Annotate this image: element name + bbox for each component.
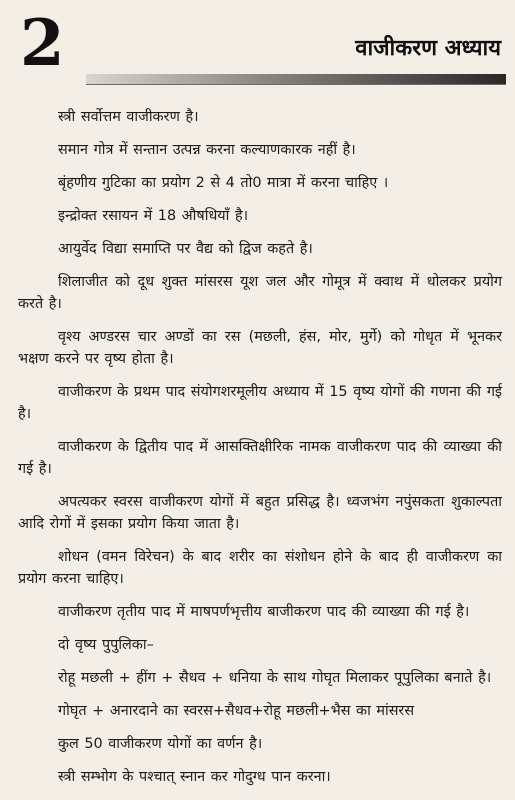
paragraph: समान गोत्र में सन्तान उत्पन्न करना कल्याणकारक नहीं है। bbox=[58, 142, 356, 158]
paragraph: स्त्री सम्भोग के पश्चात् स्नान कर गोदुग्ध पान करना। bbox=[58, 769, 331, 785]
paragraph: अपत्यकर स्वरस वाजीकरण योगों में बहुत प्रसिद्ध है। ध्वजभंग नपुंसकता शुकाल्पता आदि रोगों में इसका प्रयोग किया जाता है। bbox=[18, 494, 502, 532]
paragraph: रोहू मछली + हींग + सैधव + धनिया के साथ गोघृत मिलाकर पूपुलिका बनाते है। bbox=[58, 670, 492, 686]
chapter-header bbox=[0, 0, 515, 92]
paragraph: वाजीकरण तृतीय पाद में माषपर्णभृत्तीय बाजीकरण पाद की व्याख्या की गई है। bbox=[58, 604, 470, 620]
paragraph: वाजीकरण के द्वितीय पाद में आसक्तिक्षीरिक नामक वाजीकरण पाद की व्याख्या की गई है। bbox=[18, 439, 502, 477]
paragraph: कुल 50 वाजीकरण योगों का वर्णन है। bbox=[58, 736, 263, 752]
paragraph: स्त्री सर्वोत्तम वाजीकरण है। bbox=[58, 109, 199, 125]
paragraph: शिलाजीत को दूध शुक्त मांसरस यूश जल और गोमूत्र में क्वाथ में धोलकर प्रयोग करते है। bbox=[18, 274, 502, 312]
paragraph: इन्द्रोक्त रसायन में 18 औषधियाँ है। bbox=[58, 208, 249, 224]
chapter-title: वाजीकरण अध्याय bbox=[355, 36, 501, 61]
paragraph: बृंहणीय गुटिका का प्रयोग 2 से 4 तो0 मात्रा में करना चाहिए । bbox=[58, 175, 389, 191]
paragraph: आयुर्वेद विद्या समाप्ति पर वैद्य को द्विज कहते है। bbox=[58, 241, 313, 257]
paragraph: गोघृत + अनारदाने का स्वरस+सैधव+रोहू मछली+भैस का मांसरस bbox=[58, 703, 415, 719]
header-rule bbox=[86, 74, 506, 84]
paragraph: वृश्य अण्डरस चार अण्डों का रस (मछली, हंस, मोर, मुर्गे) को गोधृत में भूनकर भक्षण करने पर वृष्य होता है। bbox=[18, 329, 502, 367]
paragraph: वाजीकरण के प्रथम पाद संयोगशरमूलीय अध्याय में 15 वृष्य योगों की गणना की गई है। bbox=[18, 384, 502, 422]
chapter-number: 2 bbox=[20, 6, 65, 81]
paragraph: दो वृष्य पुपुलिका– bbox=[58, 637, 154, 653]
page-body bbox=[18, 106, 502, 799]
paragraph: शोधन (वमन विरेचन) के बाद शरीर का संशोधन होने के बाद ही वाजीकरण का प्रयोग करना चाहिए। bbox=[18, 549, 502, 587]
